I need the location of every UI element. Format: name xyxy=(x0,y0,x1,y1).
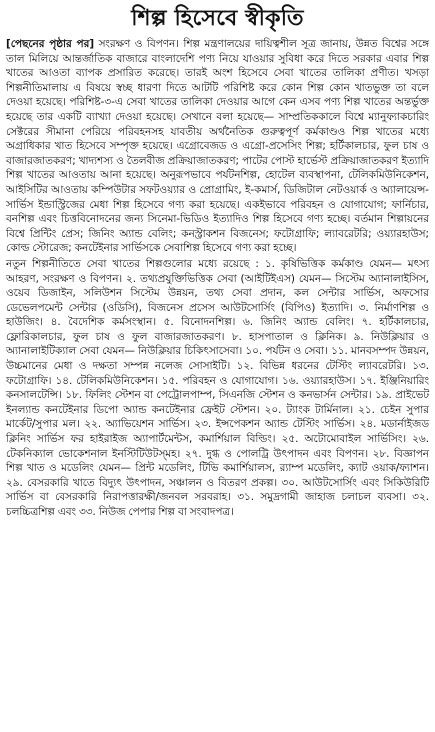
article-headline: শিল্প হিসেবে স্বীকৃতি xyxy=(131,6,304,31)
paragraph-1-text: সংরক্ষণ ও বিপণন। শিল্প মন্ত্রণালয়ের দায়িত্বশীল সূত্র জানায়, উন্নত বিশ্বের সঙ্গে তাল মিলিয়ে আন্তর্জাতিক বাজারে বাংলাদেশি পণ্য নিয়ে যাওয়ার সুবিধা করে দিতে সরকার এবার শিল্প খাতের আওতা ব্যাপক প্রসারিত করেছে। তারই অংশ হিসেবে সেবা খাতের তালিকা প্রণীত। খসড়া শিল্পনীতিমালায় এ বিষয়ে স্বচ্ছ ধারণা দিতে আটটি পরিশিষ্ট করে কোন শিল্প কোন খাতভুক্ত তা বলে দেওয়া হয়েছে। পরিশিষ্ট-৩-এ সেবা খাতের তালিকা দেওয়ার আগে কেন এসব পণ্য শিল্প খাতের অন্তর্ভুক্ত হয়েছে তার একটি ব্যাখ্যা দেওয়া হয়েছে। সেখানে বলা হয়েছে— সাম্প্রতিককালে বিশ্বে ম্যানুফ্যাকচারিং সেক্টরের সীমানা পেরিয়ে পরিবহনসহ যাবতীয় অর্থনৈতিক গুরুত্বপূর্ণ কর্মকাণ্ডও শিল্প খাতের মধ্যে অগ্রাধিকার খাত হিসেবে সম্পৃক্ত হয়েছে। এগ্রোবেজড ও এগ্রো-প্রসেসিং শিল্প; হর্টিকালচার, ফুল চাষ ও বাজারজাতকরণ; খাদ্যশস্য ও তৈলবীজ প্রক্রিয়াজাতকরণ; পাটের পোস্ট হার্ভেস্ট প্রক্রিয়াজাতকরণ ইত্যাদি শিল্প খাতের আওতায় আনা হয়েছে। অনুরূপভাবে পর্যটনশিল্প, হোটেল ব্যবস্থাপনা, টেলিকমিউনিকেশন, আইসিটির আওতায় কম্পিউটার সফটওয়্যার ও প্রোগ্রামিং, ই-কমার্স, ডিজিটাল নেটওয়ার্ক ও অ্যালায়েন্স-সার্ভিস ইন্ডাস্ট্রিজের মেধা শিল্প হিসেবে গণ্য করা হয়েছে। একইভাবে পরিবহন ও যোগাযোগ; ফার্নিচার, বনশিল্প এবং চিত্তবিনোদনের জন্য সিনেমা-ভিডিও ইত্যাদিও শিল্প হিসেবে গণ্য হচ্ছে। বর্তমান শিল্পায়নের বিশ্বে প্রিন্টিং প্রেস; জিনিং অ্যান্ড বেলিং; কনস্ট্রাকশন বিজনেস; ফটোগ্রাফি; ল্যাবরেটরি; ওয়্যারহাউস; কোল্ড স্টোরেজ; কনটেইনার সার্ভিসকে সেবাশিল্প হিসেবে গণ্য করা হচ্ছে। xyxy=(6,38,429,255)
article-paragraph-1 xyxy=(6,37,429,256)
paragraph-2-text: নতুন শিল্পনীতিতে সেবা খাতের শিল্পগুলোর মধ্যে রয়েছে : ১. কৃষিভিত্তিক কর্মকাণ্ড যেমন— মৎস্য আহরণ, সংরক্ষণ ও বিপণন। ২. তথ্যপ্রযুক্তিভিত্তিক সেবা (আইটিইএস) যেমন— সিস্টেম অ্যানালাইসিস, ওয়েব ডিজাইন, সলিউশন সিস্টেম উন্নয়ন, তথ্য সেবা প্রদান, কল সেন্টার সার্ভিস, অফসোর ডেভেলপমেন্ট সেন্টার (ওডিসি), বিজনেস প্রসেস আউটসোর্সিং (বিপিও) ইত্যাদি। ৩. নির্মাণশিল্প ও হাউজিং। ৪. বৈদেশিক কর্মসংস্থান। ৫. বিনোদনশিল্প। ৬. জিনিং অ্যান্ড বেলিং। ৭. হর্টিকালচার, ফ্লোরিকালচার, ফুল চাষ ও ফুল বাজারজাতকরণ। ৮. হাসপাতাল ও ক্লিনিক। ৯. নিউক্লিয়ার ও অ্যানালাইটিক্যাল সেবা যেমন— নিউক্লিয়ার চিকিৎসাসেবা। ১০. পর্যটন ও সেবা। ১১. মানবসম্পদ উন্নয়ন, উচ্চমানের মেধা ও দক্ষতা সম্পন্ন নলেজ সোসাইটি। ১২. বিভিন্ন ধরনের টেস্টিং ল্যাবরেটরি। ১৩. ফটোগ্রাফি। ১৪. টেলিকমিউনিকেশন। ১৫. পরিবহন ও যোগাযোগ। ১৬. ওয়্যারহাউস। ১৭. ইঞ্জিনিয়ারিং কনসালটেন্সি। ১৮. ফিলিং স্টেশন বা পেট্রোলপাম্প, সিএনজি স্টেশন ও কনভার্সন সেন্টার। ১৯. প্রাইভেট ইনল্যান্ড কনটেইনার ডিপো অ্যান্ড কনটেইনার ফ্রেইট স্টেশন। ২০. ট্যাংক টার্মিনাল। ২১. চেইন সুপার মার্কেট/সুপার মল। ২২. অ্যাভিয়েশন সার্ভিস। ২৩. ইন্সপেকশন অ্যান্ড টেস্টিং সার্ভিস। ২৪. মডার্নাইজড ক্লিনিং সার্ভিস ফর হাইরাইজ অ্যাপার্টমেন্টস, কমার্শিয়াল বিল্ডিং। ২৫. অটোমোবাইল সার্ভিসিং। ২৬. টেকনিক্যাল ভোকেশনাল ইনস্টিটিউটস্‌মহ। ২৭. দুগ্ধ ও পোলট্রি উৎপাদন এবং বিপণন। ২৮. বিজ্ঞাপন শিল্প খাত ও মডেলিং যেমন— প্রিন্ট মডেলিং, টিভি কমার্শিয়ালস, র‌্যাম্প মডেলিং, ক্যাট ওয়াক/ফ্যাশন। ২৯. বেসরকারি খাতে বিদ্যুৎ উৎপাদন, সঞ্চালন ও বিতরণ প্রকল্প। ৩০. আউটসোর্সিং এবং সিকিউরিটি সার্ভিস বা বেসরকারি নিরাপত্তারক্ষী/জনবল সরবরাহ। ৩১. সমুদ্রগামী জাহাজ চলাচল ব্যবসা। ৩২. চলচ্চিত্রশিল্প এবং ৩৩. নিউজ পেপার শিল্প বা সংবাদপত্র। xyxy=(6,257,429,518)
article-paragraph-2 xyxy=(6,257,429,520)
continuation-label: [পেছনের পৃষ্ঠার পর] xyxy=(6,38,95,50)
